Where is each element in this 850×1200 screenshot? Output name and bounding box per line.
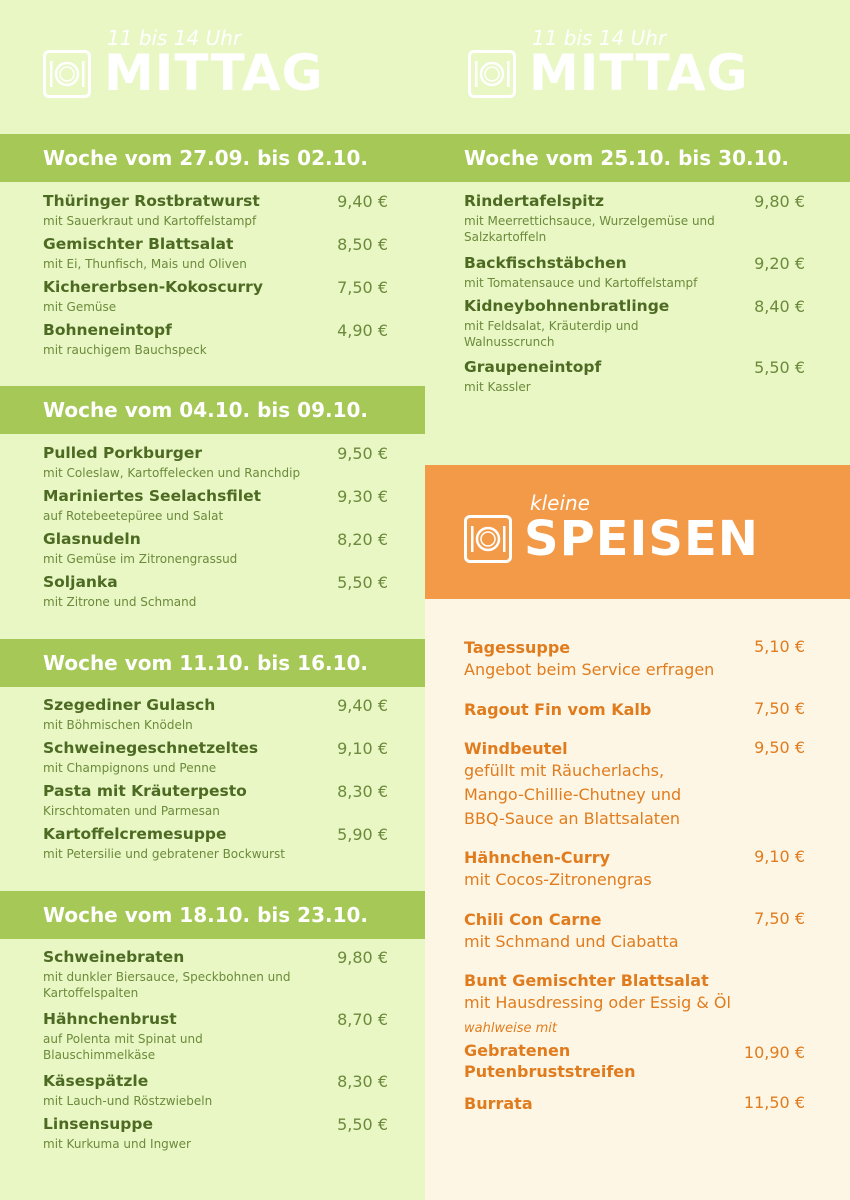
dish-name: Bohneneintopf [43, 321, 172, 339]
dish-desc: mit Lauch-und Röstzwiebeln [43, 1094, 213, 1108]
speisen-item [464, 909, 805, 954]
dish-item [464, 192, 805, 245]
dish-name: Linsensuppe [43, 1115, 153, 1133]
speisen-item [464, 637, 805, 682]
dish-desc: auf Polenta mit Spinat und Blauschimmelkäse [43, 1032, 203, 1062]
dish-price: 5,90 € [337, 825, 388, 844]
speisen-item [464, 699, 805, 720]
dish-name: Pulled Porkburger [43, 444, 203, 462]
dish-price: 8,50 € [337, 235, 388, 254]
speisen-name: Windbeutel [464, 739, 568, 758]
speisen-name: Chili Con Carne [464, 910, 602, 929]
week-header: Woche vom 04.10. bis 09.10. [0, 386, 425, 434]
week-header: Woche vom 11.10. bis 16.10. [0, 639, 425, 687]
speisen-name: Burrata [464, 1094, 533, 1113]
speisen-desc: Angebot beim Service erfragen [464, 660, 715, 679]
dish-name: Glasnudeln [43, 530, 141, 548]
speisen-note: wahlweise mit [464, 1021, 557, 1036]
dish-name: Graupeneintopf [464, 358, 602, 376]
dish-desc: mit Champignons und Penne [43, 761, 217, 775]
dish-item [43, 1010, 388, 1063]
dish-name: Käsespätzle [43, 1072, 149, 1090]
dish-price: 8,20 € [337, 530, 388, 549]
speisen-body [425, 599, 850, 1200]
dish-item [43, 192, 388, 229]
header-time: 11 bis 14 Uhr [532, 26, 667, 50]
dish-price: 9,30 € [337, 487, 388, 506]
dish-price: 9,40 € [337, 192, 388, 211]
speisen-item [464, 1093, 805, 1114]
dish-desc: mit Kassler [464, 380, 531, 394]
dish-desc: mit Böhmischen Knödeln [43, 718, 193, 732]
speisen-price: 9,10 € [754, 847, 805, 866]
speisen-price: 7,50 € [754, 909, 805, 928]
dish-item [464, 254, 805, 291]
dish-price: 9,80 € [337, 948, 388, 967]
dish-price: 9,80 € [754, 192, 805, 211]
plate-cutlery-icon [464, 515, 512, 563]
dish-desc: mit Tomatensauce und Kartoffelstampf [464, 276, 698, 290]
dish-name: Thüringer Rostbratwurst [43, 192, 260, 210]
dish-desc: mit Feldsalat, Kräuterdip und Walnusscrunch [464, 319, 639, 349]
speisen-desc: mit Hausdressing oder Essig & Öl [464, 993, 731, 1012]
dish-price: 9,40 € [337, 696, 388, 715]
dish-desc: mit Sauerkraut und Kartoffelstampf [43, 214, 257, 228]
week-header: Woche vom 25.10. bis 30.10. [425, 134, 850, 182]
dish-item [464, 358, 805, 395]
dish-name: Soljanka [43, 573, 118, 591]
dish-price: 8,30 € [337, 1072, 388, 1091]
dish-name: Mariniertes Seelachsfilet [43, 487, 262, 505]
dish-item [43, 487, 388, 524]
mittag-header-right [425, 0, 850, 134]
dish-item [43, 573, 388, 610]
dish-name: Kichererbsen-Kokoscurry [43, 278, 263, 296]
dish-item [43, 739, 388, 776]
dish-item [43, 1072, 388, 1109]
speisen-price: 9,50 € [754, 738, 805, 757]
dish-item [43, 1115, 388, 1152]
speisen-item [464, 738, 805, 831]
dish-item [464, 297, 805, 350]
dish-desc: mit rauchigem Bauchspeck [43, 343, 207, 357]
dish-name: Kidneybohnenbratlinge [464, 297, 670, 315]
dish-name: Backfischstäbchen [464, 254, 627, 272]
speisen-kleine: kleine [530, 491, 590, 515]
dish-item [43, 782, 388, 819]
dish-price: 8,40 € [754, 297, 805, 316]
speisen-header [425, 465, 850, 599]
dish-price: 9,20 € [754, 254, 805, 273]
speisen-desc: mit Schmand und Ciabatta [464, 932, 679, 951]
dish-desc: mit Meerrettichsauce, Wurzelgemüse und Salzkartoffeln [464, 214, 715, 244]
dish-name: Szegediner Gulasch [43, 696, 216, 714]
speisen-price: 11,50 € [743, 1093, 805, 1112]
dish-item [43, 825, 388, 862]
header-time: 11 bis 14 Uhr [107, 26, 242, 50]
header-title: MITTAG [529, 44, 749, 102]
speisen-price: 7,50 € [754, 699, 805, 718]
week-header: Woche vom 27.09. bis 02.10. [0, 134, 425, 182]
right-column [425, 0, 850, 1200]
dish-item [43, 321, 388, 358]
dish-item [43, 235, 388, 272]
speisen-price: 5,10 € [754, 637, 805, 656]
dish-name: Kartoffelcremesuppe [43, 825, 227, 843]
dish-price: 7,50 € [337, 278, 388, 297]
dish-price: 5,50 € [337, 573, 388, 592]
dish-desc: mit Zitrone und Schmand [43, 595, 197, 609]
week-header: Woche vom 18.10. bis 23.10. [0, 891, 425, 939]
dish-price: 5,50 € [337, 1115, 388, 1134]
speisen-price: 10,90 € [743, 1043, 805, 1062]
speisen-name: Gebratenen Putenbruststreifen [464, 1041, 636, 1081]
dish-price: 5,50 € [754, 358, 805, 377]
dish-item [43, 696, 388, 733]
dish-name: Gemischter Blattsalat [43, 235, 234, 253]
mittag-header-left [0, 0, 425, 134]
dish-item [43, 530, 388, 567]
speisen-item [464, 970, 805, 1015]
dish-name: Hähnchenbrust [43, 1010, 177, 1028]
dish-desc: Kirschtomaten und Parmesan [43, 804, 220, 818]
dish-price: 8,70 € [337, 1010, 388, 1029]
dish-desc: mit Coleslaw, Kartoffelecken und Ranchdip [43, 466, 301, 480]
dish-desc: mit Petersilie und gebratener Bockwurst [43, 847, 286, 861]
speisen-name: Bunt Gemischter Blattsalat [464, 971, 709, 990]
speisen-item [464, 1021, 805, 1082]
plate-cutlery-icon [43, 50, 91, 98]
header-title: MITTAG [104, 44, 324, 102]
dish-name: Schweinegeschnetzeltes [43, 739, 259, 757]
dish-name: Pasta mit Kräuterpesto [43, 782, 247, 800]
dish-desc: mit Gemüse im Zitronengrassud [43, 552, 238, 566]
dish-desc: mit Ei, Thunfisch, Mais und Oliven [43, 257, 247, 271]
dish-desc: auf Rotebeetepüree und Salat [43, 509, 224, 523]
dish-name: Schweinebraten [43, 948, 185, 966]
dish-desc: mit Gemüse [43, 300, 117, 314]
dish-desc: mit dunkler Biersauce, Speckbohnen und Kartoffelspalten [43, 970, 291, 1000]
dish-price: 9,10 € [337, 739, 388, 758]
speisen-name: Hähnchen-Curry [464, 848, 611, 867]
dish-desc: mit Kurkuma und Ingwer [43, 1137, 191, 1151]
dish-item [43, 444, 388, 481]
dish-price: 9,50 € [337, 444, 388, 463]
speisen-title: SPEISEN [524, 511, 759, 567]
speisen-desc: mit Cocos-Zitronengras [464, 870, 652, 889]
dish-name: Rindertafelspitz [464, 192, 605, 210]
dish-price: 4,90 € [337, 321, 388, 340]
dish-price: 8,30 € [337, 782, 388, 801]
dish-item [43, 948, 388, 1001]
speisen-name: Ragout Fin vom Kalb [464, 700, 652, 719]
dish-item [43, 278, 388, 315]
plate-cutlery-icon [468, 50, 516, 98]
speisen-name: Tagessuppe [464, 638, 571, 657]
speisen-desc: gefüllt mit Räucherlachs, Mango-Chillie-Chutney und BBQ-Sauce an Blattsalaten [464, 761, 682, 828]
speisen-item [464, 847, 805, 892]
